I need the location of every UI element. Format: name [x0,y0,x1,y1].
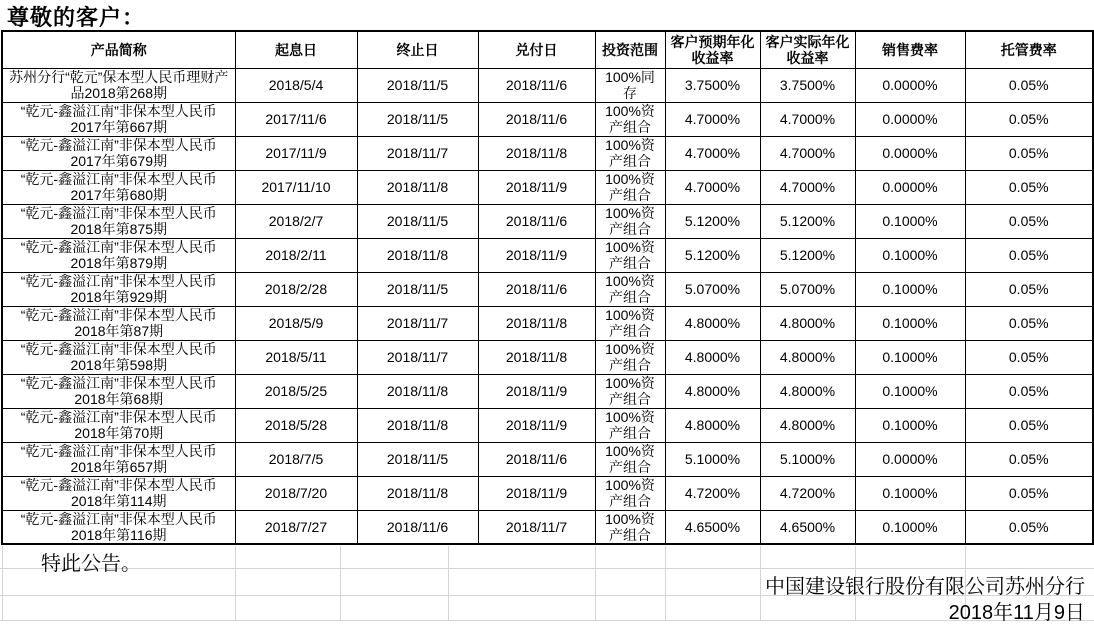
column-header-payment-date: 兑付日 [478,31,595,68]
cell-end-date: 2018/11/5 [357,102,478,136]
table-row [2,374,1093,408]
cell-payment-date: 2018/11/9 [478,170,595,204]
column-header-investment-scope: 投资范围 [595,31,665,68]
cell-expected-yield: 4.6500% [665,510,760,544]
cell-end-date: 2018/11/5 [357,68,478,102]
cell-actual-yield: 4.8000% [760,306,855,340]
cell-value-date: 2018/5/4 [235,68,357,102]
cell-investment-scope: 100%资产组合 [595,102,665,136]
cell-sales-fee-rate: 0.1000% [855,340,965,374]
cell-actual-yield: 5.1000% [760,442,855,476]
cell-end-date: 2018/11/7 [357,136,478,170]
cell-end-date: 2018/11/8 [357,374,478,408]
cell-custody-fee-rate: 0.05% [965,204,1093,238]
notice-text: 特此公告。 [41,553,141,575]
table-row [2,272,1093,306]
cell-actual-yield: 4.8000% [760,340,855,374]
cell-actual-yield: 4.8000% [760,374,855,408]
cell-value-date: 2018/7/27 [235,510,357,544]
cell-actual-yield: 4.8000% [760,408,855,442]
table-body [2,68,1093,544]
column-header-product-name: 产品简称 [2,31,235,68]
cell-payment-date: 2018/11/9 [478,238,595,272]
cell-investment-scope: 100%资产组合 [595,204,665,238]
cell-expected-yield: 4.8000% [665,340,760,374]
table-row [2,340,1093,374]
cell-actual-yield: 5.1200% [760,238,855,272]
cell-custody-fee-rate: 0.05% [965,306,1093,340]
cell-end-date: 2018/11/8 [357,238,478,272]
sheet-gridline-vertical [665,546,666,621]
cell-sales-fee-rate: 0.1000% [855,238,965,272]
table-row [2,102,1093,136]
cell-sales-fee-rate: 0.0000% [855,68,965,102]
table-row [2,476,1093,510]
cell-sales-fee-rate: 0.0000% [855,102,965,136]
header-row [2,31,1093,68]
cell-expected-yield: 4.7000% [665,102,760,136]
cell-value-date: 2018/7/20 [235,476,357,510]
cell-investment-scope: 100%资产组合 [595,442,665,476]
column-header-sales-fee-rate: 销售费率 [855,31,965,68]
cell-actual-yield: 3.7500% [760,68,855,102]
cell-payment-date: 2018/11/6 [478,204,595,238]
cell-product-name: “乾元-鑫溢江南”非保本型人民币2018年第875期 [2,204,235,238]
announcement-table [1,30,1094,545]
table-row [2,204,1093,238]
table-row [2,306,1093,340]
cell-expected-yield: 4.8000% [665,306,760,340]
cell-value-date: 2017/11/9 [235,136,357,170]
cell-expected-yield: 4.7000% [665,170,760,204]
cell-custody-fee-rate: 0.05% [965,272,1093,306]
cell-investment-scope: 100%资产组合 [595,170,665,204]
cell-investment-scope: 100%资产组合 [595,238,665,272]
cell-custody-fee-rate: 0.05% [965,340,1093,374]
cell-sales-fee-rate: 0.0000% [855,170,965,204]
cell-payment-date: 2018/11/8 [478,136,595,170]
cell-expected-yield: 5.1200% [665,238,760,272]
cell-payment-date: 2018/11/8 [478,306,595,340]
cell-end-date: 2018/11/7 [357,340,478,374]
signature-company: 中国建设银行股份有限公司苏州分行 [765,576,1085,598]
cell-custody-fee-rate: 0.05% [965,476,1093,510]
column-header-end-date: 终止日 [357,31,478,68]
cell-product-name: “乾元-鑫溢江南”非保本型人民币2018年第87期 [2,306,235,340]
cell-actual-yield: 5.1200% [760,204,855,238]
cell-sales-fee-rate: 0.0000% [855,442,965,476]
column-header-value-date: 起息日 [235,31,357,68]
cell-value-date: 2018/2/28 [235,272,357,306]
table-row [2,408,1093,442]
cell-end-date: 2018/11/6 [357,510,478,544]
cell-sales-fee-rate: 0.0000% [855,136,965,170]
cell-value-date: 2018/5/25 [235,374,357,408]
cell-investment-scope: 100%资产组合 [595,408,665,442]
column-header-custody-fee-rate: 托管费率 [965,31,1093,68]
table-row [2,170,1093,204]
cell-product-name: “乾元-鑫溢江南”非保本型人民币2018年第70期 [2,408,235,442]
cell-payment-date: 2018/11/6 [478,68,595,102]
cell-custody-fee-rate: 0.05% [965,510,1093,544]
cell-custody-fee-rate: 0.05% [965,408,1093,442]
table-header [2,31,1093,68]
cell-value-date: 2018/2/7 [235,204,357,238]
cell-investment-scope: 100%资产组合 [595,136,665,170]
sheet-gridline-horizontal [0,568,1094,569]
cell-product-name: “乾元-鑫溢江南”非保本型人民币2018年第114期 [2,476,235,510]
cell-actual-yield: 4.6500% [760,510,855,544]
sheet-gridline-vertical [2,546,3,621]
cell-value-date: 2018/5/11 [235,340,357,374]
cell-expected-yield: 5.1000% [665,442,760,476]
cell-investment-scope: 100%资产组合 [595,306,665,340]
cell-custody-fee-rate: 0.05% [965,238,1093,272]
cell-custody-fee-rate: 0.05% [965,442,1093,476]
cell-expected-yield: 4.8000% [665,408,760,442]
cell-expected-yield: 5.0700% [665,272,760,306]
table-row [2,238,1093,272]
cell-investment-scope: 100%同存 [595,68,665,102]
cell-sales-fee-rate: 0.1000% [855,374,965,408]
cell-payment-date: 2018/11/6 [478,442,595,476]
cell-value-date: 2018/2/11 [235,238,357,272]
cell-payment-date: 2018/11/6 [478,102,595,136]
cell-actual-yield: 4.7200% [760,476,855,510]
cell-custody-fee-rate: 0.05% [965,374,1093,408]
cell-expected-yield: 3.7500% [665,68,760,102]
cell-value-date: 2018/7/5 [235,442,357,476]
cell-investment-scope: 100%资产组合 [595,272,665,306]
cell-product-name: “乾元-鑫溢江南”非保本型人民币2017年第680期 [2,170,235,204]
cell-actual-yield: 5.0700% [760,272,855,306]
cell-sales-fee-rate: 0.1000% [855,408,965,442]
cell-payment-date: 2018/11/9 [478,476,595,510]
cell-end-date: 2018/11/5 [357,442,478,476]
cell-end-date: 2018/11/5 [357,272,478,306]
cell-investment-scope: 100%资产组合 [595,510,665,544]
cell-product-name: “乾元-鑫溢江南”非保本型人民币2018年第929期 [2,272,235,306]
cell-value-date: 2017/11/10 [235,170,357,204]
cell-end-date: 2018/11/8 [357,408,478,442]
cell-expected-yield: 4.8000% [665,374,760,408]
signature-date: 2018年11月9日 [948,602,1085,624]
cell-end-date: 2018/11/8 [357,476,478,510]
cell-product-name: 苏州分行“乾元”保本型人民币理财产品2018第268期 [2,68,235,102]
cell-sales-fee-rate: 0.1000% [855,306,965,340]
sheet-gridline-vertical [760,546,761,621]
cell-value-date: 2018/5/9 [235,306,357,340]
cell-sales-fee-rate: 0.1000% [855,510,965,544]
cell-product-name: “乾元-鑫溢江南”非保本型人民币2017年第667期 [2,102,235,136]
column-header-actual-yield: 客户实际年化收益率 [760,31,855,68]
cell-product-name: “乾元-鑫溢江南”非保本型人民币2018年第68期 [2,374,235,408]
cell-end-date: 2018/11/5 [357,204,478,238]
cell-actual-yield: 4.7000% [760,170,855,204]
column-header-expected-yield: 客户预期年化收益率 [665,31,760,68]
cell-investment-scope: 100%资产组合 [595,476,665,510]
cell-payment-date: 2018/11/8 [478,340,595,374]
cell-custody-fee-rate: 0.05% [965,102,1093,136]
cell-actual-yield: 4.7000% [760,102,855,136]
table-row [2,442,1093,476]
sheet-gridline-vertical [448,546,449,621]
cell-payment-date: 2018/11/9 [478,374,595,408]
cell-value-date: 2018/5/28 [235,408,357,442]
cell-payment-date: 2018/11/6 [478,272,595,306]
table-row [2,136,1093,170]
cell-custody-fee-rate: 0.05% [965,136,1093,170]
cell-product-name: “乾元-鑫溢江南”非保本型人民币2017年第679期 [2,136,235,170]
cell-expected-yield: 5.1200% [665,204,760,238]
cell-value-date: 2017/11/6 [235,102,357,136]
table-row [2,68,1093,102]
cell-end-date: 2018/11/8 [357,170,478,204]
cell-custody-fee-rate: 0.05% [965,68,1093,102]
cell-expected-yield: 4.7200% [665,476,760,510]
cell-end-date: 2018/11/7 [357,306,478,340]
cell-investment-scope: 100%资产组合 [595,340,665,374]
cell-product-name: “乾元-鑫溢江南”非保本型人民币2018年第116期 [2,510,235,544]
sheet-gridline-vertical [340,546,341,621]
cell-sales-fee-rate: 0.1000% [855,476,965,510]
cell-product-name: “乾元-鑫溢江南”非保本型人民币2018年第598期 [2,340,235,374]
cell-sales-fee-rate: 0.1000% [855,204,965,238]
cell-product-name: “乾元-鑫溢江南”非保本型人民币2018年第879期 [2,238,235,272]
cell-sales-fee-rate: 0.1000% [855,272,965,306]
cell-product-name: “乾元-鑫溢江南”非保本型人民币2018年第657期 [2,442,235,476]
cell-custody-fee-rate: 0.05% [965,170,1093,204]
sheet-gridline-vertical [595,546,596,621]
cell-actual-yield: 4.7000% [760,136,855,170]
cell-payment-date: 2018/11/7 [478,510,595,544]
cell-investment-scope: 100%资产组合 [595,374,665,408]
sheet-gridline-vertical [235,546,236,621]
cell-expected-yield: 4.7000% [665,136,760,170]
table-row [2,510,1093,544]
cell-payment-date: 2018/11/9 [478,408,595,442]
page-title: 尊敬的客户： [7,5,146,30]
